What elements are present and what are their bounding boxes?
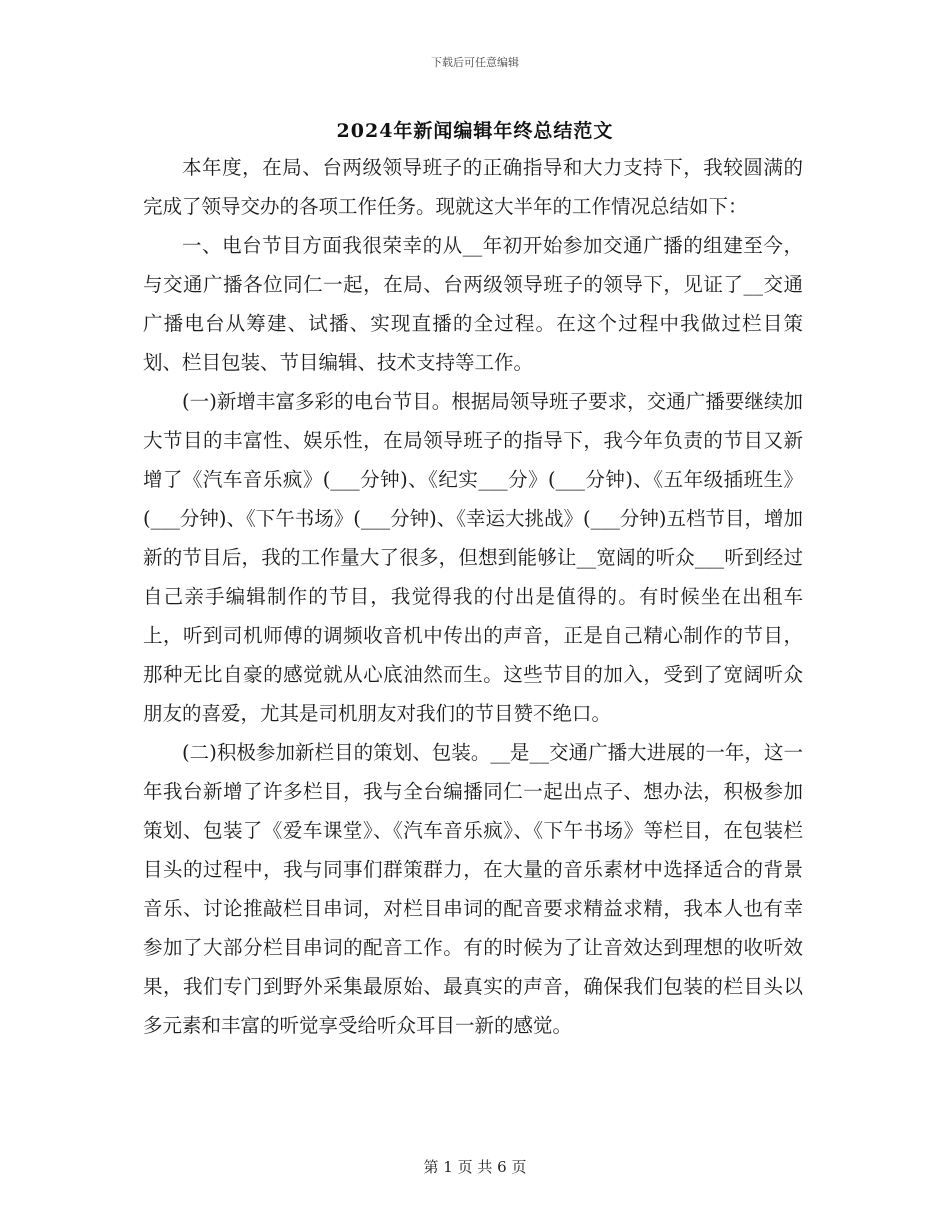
paragraph-section-one: 一、电台节目方面我很荣幸的从__年初开始参加交通广播的组建至今，与交通广播各位同仁一起，在局、台两级领导班子的领导下，见证了__交通广播电台从筹建、试播、实现直播的全过程。在这个过程中我做过栏目策划、栏目包装、节目编辑、技术支持等工作。: [143, 234, 803, 374]
paragraph-subsection-two: (二)积极参加新栏目的策划、包装。__是__交通广播大进展的一年，这一年我台新增了许多栏目，我与全台编播同仁一起出点子、想办法，积极参加策划、包装了《爱车课堂》、《汽车音乐疯》、《下午书场》等栏目，在包装栏目头的过程中，我与同事们群策群力，在大量的音乐素材中选择适合的背景音乐、讨论推敲栏目串词，对栏目串词的配音要求精益求精，我本人也有幸参加了大部分栏目串词的配音工作。有的时候为了让音效达到理想的收听效果，我们专门到野外采集最原始、最真实的声音，确保我们包装的栏目头以多元素和丰富的听觉享受给听众耳目一新的感觉。: [143, 741, 803, 1037]
document-body: [143, 148, 803, 1045]
page-number: 第 1 页 共 6 页: [423, 1158, 527, 1176]
paragraph-subsection-one: (一)新增丰富多彩的电台节目。根据局领导班子要求，交通广播要继续加大节目的丰富性、娱乐性，在局领导班子的指导下，我今年负责的节目又新增了《汽车音乐疯》(___分钟)、《纪实___分》(___分钟)、《五年级插班生》(___分钟)、《下午书场》(___分钟)、《幸运大挑战》(___分钟)五档节目，增加新的节目后，我的工作量大了很多，但想到能够让__宽阔的听众___听到经过自己亲手编辑制作的节目，我觉得我的付出是值得的。有时候坐在出租车上，听到司机师傅的调频收音机中传出的声音，正是自己精心制作的节目，那种无比自豪的感觉就从心底油然而生。这些节目的加入，受到了宽阔听众朋友的喜爱，尤其是司机朋友对我们的节目赞不绝口。: [143, 390, 803, 725]
document-title: 2024年新闻编辑年终总结范文: [336, 120, 614, 142]
paragraph-intro: 本年度，在局、台两级领导班子的正确指导和大力支持下，我较圆满的完成了领导交办的各项工作任务。现就这大半年的工作情况总结如下：: [143, 156, 803, 218]
header-note: 下载后可任意编辑: [431, 56, 519, 69]
